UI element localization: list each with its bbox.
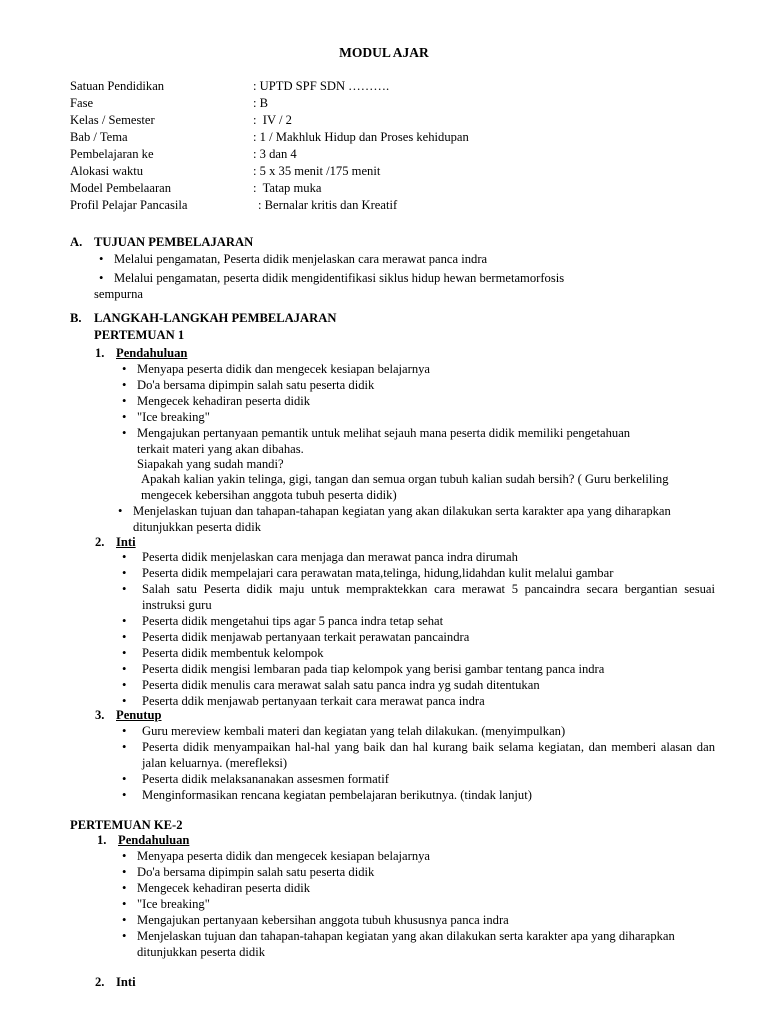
list-item: • Peserta didik melaksananakan assesmen formatif (117, 771, 715, 787)
trigger-question: Siapakah yang sudah mandi? (137, 457, 284, 471)
meta-row (70, 180, 730, 197)
step-title: Pendahuluan (118, 833, 190, 847)
list-item: • Menginformasikan rencana kegiatan pembelajaran berikutnya. (tindak lanjut) (117, 787, 715, 803)
meta-key: Model Pembelaaran (70, 181, 172, 195)
meta-row (70, 197, 730, 214)
list-item-continuation: sempurna (94, 287, 143, 301)
list-item: • "Ice breaking" (117, 409, 657, 425)
step-number: 3. (95, 708, 105, 722)
step-number: 2. (95, 975, 105, 989)
document-title: MODUL AJAR (339, 45, 429, 60)
list-item: • Mengajukan pertanyaan pemantik untuk melihat sejauh mana peserta didik memiliki pengetahuan terkait materi yang akan dibahas. (117, 425, 657, 457)
meta-value: : 5 x 35 menit /175 menit (253, 164, 381, 178)
list-item: • Menjelaskan tujuan dan tahapan-tahapan kegiatan yang akan dilakukan serta karakter apa yang diharapkan ditunjukkan peserta didik (113, 503, 713, 535)
meeting-2-heading: PERTEMUAN KE-2 (70, 818, 183, 832)
meta-key: Profil Pelajar Pancasila (70, 198, 188, 212)
meta-key: Alokasi waktu (70, 164, 144, 178)
step-title: Inti (116, 975, 136, 989)
list-item: • Peserta didik mengetahui tips agar 5 panca indra tetap sehat (117, 613, 715, 629)
trigger-question: Apakah kalian yakin telinga, gigi, tangan dan semua organ tubuh kalian sudah bersih? ( Guru berkeliling mengecek kebersihan anggota tubuh peserta didik) (141, 472, 669, 502)
meta-value: : 1 / Makhluk Hidup dan Proses kehidupan (253, 130, 469, 144)
closing-heading (95, 707, 395, 723)
meta-value: : B (253, 96, 269, 110)
list-item: • Melalui pengamatan, peserta didik mengidentifikasi siklus hidup hewan bermetamorfosis (94, 270, 714, 286)
meta-row (70, 95, 730, 112)
meta-row (70, 129, 730, 146)
core-heading-2 (95, 974, 395, 990)
meta-value: : IV / 2 (253, 113, 292, 127)
step-number: 1. (95, 346, 105, 360)
meta-value: : 3 dan 4 (253, 147, 297, 161)
section-number: B. (70, 311, 82, 325)
meta-key: Pembelajaran ke (70, 147, 154, 161)
list-item: • Peserta didik membentuk kelompok (117, 645, 715, 661)
section-number: A. (70, 235, 83, 249)
list-item: • Guru mereview kembali materi dan kegiatan yang telah dilakukan. (menyimpulkan) (117, 723, 715, 739)
list-item: • "Ice breaking" (117, 896, 717, 912)
list-item: • Peserta didik mempelajari cara perawatan mata,telinga, hidung,lidahdan kulit melalui gambar (117, 565, 715, 581)
meta-key: Bab / Tema (70, 130, 128, 144)
meta-key: Kelas / Semester (70, 113, 155, 127)
meta-value: : UPTD SPF SDN ………. (253, 79, 390, 93)
list-item: • Melalui pengamatan, Peserta didik menjelaskan cara merawat panca indra (94, 251, 714, 267)
list-item: • Do'a bersama dipimpin salah satu peserta didik (117, 864, 717, 880)
identity-table (70, 78, 730, 214)
list-item: • Do'a bersama dipimpin salah satu peserta didik (117, 377, 657, 393)
list-item: • Peserta didik menyampaikan hal-hal yang baik dan hal kurang baik selama kegiatan, dan memberi alasan dan jalan keluarnya. (merefleksi) (117, 739, 715, 771)
opening-heading-2 (97, 832, 397, 848)
list-item: • Peserta ddik menjawab pertanyaan terkait cara merawat panca indra (117, 693, 715, 709)
list-item: • Mengecek kehadiran peserta didik (117, 393, 657, 409)
meta-value: : Bernalar kritis dan Kreatif (258, 198, 398, 212)
section-b-heading (70, 310, 570, 326)
step-title: Penutup (116, 708, 162, 722)
core-list (117, 549, 715, 709)
section-title: TUJUAN PEMBELAJARAN (94, 235, 254, 249)
list-item: • Menyapa peserta didik dan mengecek kesiapan belajarnya (117, 848, 717, 864)
list-item: • Menyapa peserta didik dan mengecek kesiapan belajarnya (117, 361, 657, 377)
meta-row (70, 163, 730, 180)
section-title: LANGKAH-LANGKAH PEMBELAJARAN (94, 311, 337, 325)
opening-list-last (113, 503, 713, 535)
step-title: Inti (116, 535, 136, 549)
opening-heading (95, 345, 395, 361)
meta-row (70, 112, 730, 129)
meta-row (70, 146, 730, 163)
meta-value: : Tatap muka (253, 181, 322, 195)
list-item: • Peserta didik menjelaskan cara menjaga dan merawat panca indra dirumah (117, 549, 715, 565)
list-item: • Salah satu Peserta didik maju untuk mempraktekkan cara merawat 5 pancaindra secara bergantian sesuai instruksi guru (117, 581, 715, 613)
list-item: • Mengajukan pertanyaan kebersihan anggota tubuh khususnya panca indra (117, 912, 717, 928)
step-number: 1. (97, 833, 107, 847)
core-heading (95, 534, 395, 550)
meta-key: Fase (70, 96, 94, 110)
list-item: • Menjelaskan tujuan dan tahapan-tahapan kegiatan yang akan dilakukan serta karakter apa yang diharapkan ditunjukkan peserta didik (117, 928, 717, 960)
list-item: • Peserta didik menjawab pertanyaan terkait perawatan pancaindra (117, 629, 715, 645)
opening-list-2 (117, 848, 717, 960)
meeting-1-heading: PERTEMUAN 1 (94, 328, 185, 342)
step-number: 2. (95, 535, 105, 549)
list-item: • Peserta didik menulis cara merawat salah satu panca indra yg sudah ditentukan (117, 677, 715, 693)
section-a-heading (70, 234, 570, 250)
opening-list (117, 361, 657, 457)
step-title: Pendahuluan (116, 346, 188, 360)
closing-list (117, 723, 715, 803)
meta-row (70, 78, 730, 95)
objectives-list (94, 251, 714, 286)
list-item: • Peserta didik mengisi lembaran pada tiap kelompok yang berisi gambar tentang panca indra (117, 661, 715, 677)
list-item: • Mengecek kehadiran peserta didik (117, 880, 717, 896)
meta-key: Satuan Pendidikan (70, 79, 165, 93)
